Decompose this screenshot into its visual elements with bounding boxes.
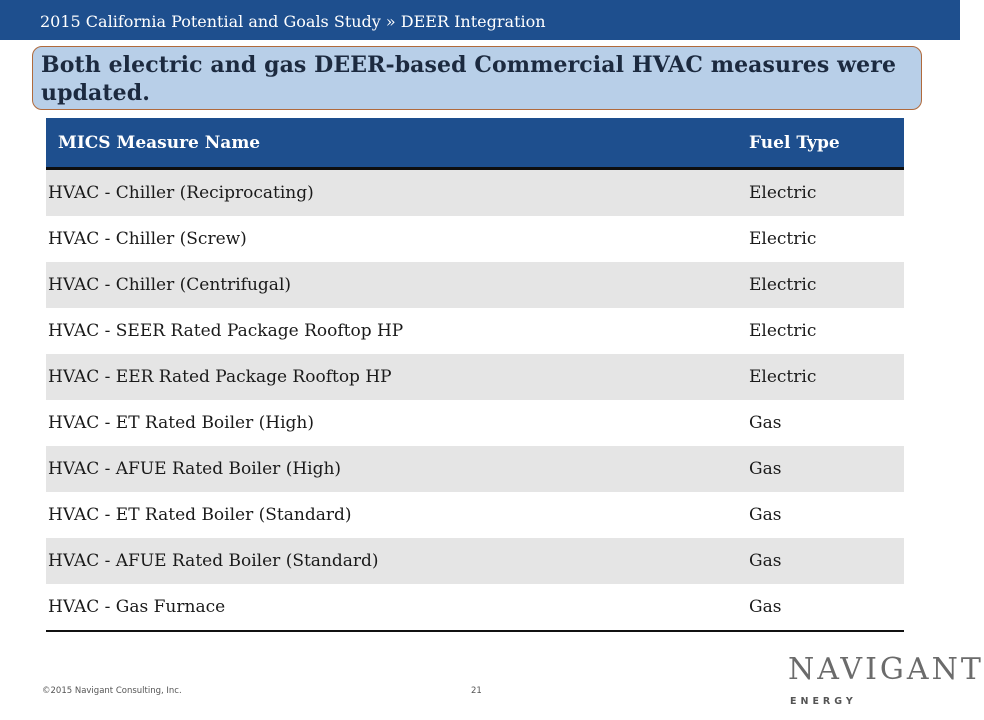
table-row: [46, 216, 904, 262]
measure-name-cell: HVAC - AFUE Rated Boiler (Standard): [48, 551, 379, 571]
fuel-type-cell: Gas: [749, 551, 782, 571]
fuel-type-cell: Electric: [749, 321, 817, 341]
measure-name-cell: HVAC - SEER Rated Package Rooftop HP: [48, 321, 404, 341]
top-banner: [0, 0, 960, 40]
fuel-type-cell: Electric: [749, 229, 817, 249]
measure-name-cell: HVAC - ET Rated Boiler (High): [48, 413, 314, 433]
headline-callout: [32, 46, 922, 110]
table-row: [46, 446, 904, 492]
measure-name-cell: HVAC - Chiller (Reciprocating): [48, 183, 314, 203]
table-row: [46, 354, 904, 400]
measure-name-cell: HVAC - Chiller (Centrifugal): [48, 275, 292, 295]
table-row: [46, 492, 904, 538]
measure-name-cell: HVAC - AFUE Rated Boiler (High): [48, 459, 342, 479]
table-row: [46, 262, 904, 308]
fuel-type-cell: Gas: [749, 413, 782, 433]
table-row: [46, 584, 904, 632]
table-row: [46, 538, 904, 584]
column-header-measure-name: MICS Measure Name: [58, 132, 261, 153]
column-header-fuel-type: Fuel Type: [749, 132, 840, 153]
navigant-logo: [788, 652, 984, 712]
slide-headline: Both electric and gas DEER-based Commercial HVAC measures were updated.: [41, 52, 897, 106]
measure-name-cell: HVAC - Chiller (Screw): [48, 229, 247, 249]
table-header-row: [46, 118, 904, 170]
table-row: [46, 400, 904, 446]
fuel-type-cell: Gas: [749, 597, 782, 617]
measure-name-cell: HVAC - Gas Furnace: [48, 597, 226, 617]
fuel-type-cell: Electric: [749, 275, 817, 295]
copyright-text: ©2015 Navigant Consulting, Inc.: [42, 686, 182, 696]
fuel-type-cell: Electric: [749, 183, 817, 203]
measures-table: [46, 118, 904, 632]
breadcrumb: 2015 California Potential and Goals Study » DEER Integration: [40, 12, 546, 31]
fuel-type-cell: Gas: [749, 459, 782, 479]
table-row: [46, 308, 904, 354]
table-row: [46, 170, 904, 216]
logo-wordmark: NAVIGANT: [788, 652, 984, 687]
logo-subtitle: ENERGY: [790, 696, 857, 707]
measure-name-cell: HVAC - EER Rated Package Rooftop HP: [48, 367, 392, 387]
fuel-type-cell: Gas: [749, 505, 782, 525]
fuel-type-cell: Electric: [749, 367, 817, 387]
measure-name-cell: HVAC - ET Rated Boiler (Standard): [48, 505, 352, 525]
page-number: 21: [471, 686, 482, 696]
